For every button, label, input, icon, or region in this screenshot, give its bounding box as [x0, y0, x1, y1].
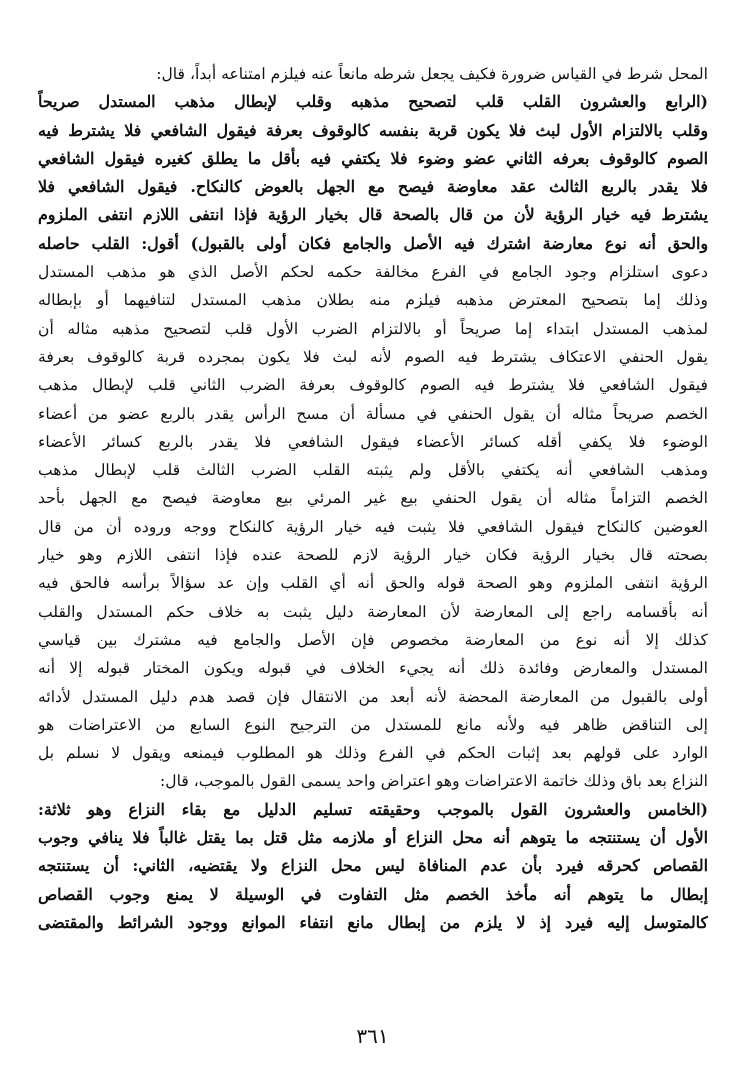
commentary-line: المحل شرط في القياس ضرورة فكيف يجعل شرطه مانعاً عنه فيلزم امتناعه أبداً، قال:: [156, 65, 708, 83]
matn-line: الصوم كالوقوف بعرفه الثاني عضو وضوء فلا يكتفي فيه بأقل ما يطلق كغيره فيقول الشافعي: [38, 148, 708, 168]
commentary-line: كذلك إلا أنه نوع من المعارضة مخصوص فإن الأصل والجامع فيه مشترك بين قياسي: [38, 630, 708, 649]
matn-line: (الرابع والعشرون القلب قلب لتصحيح مذهبه وقلب لإبطال مذهب المستدل صريحاً: [38, 92, 708, 112]
matn-line: يشترط فيه خيار الرؤية لأن من قال بالصحة قال بخيار الرؤية فإذا انتفى اللازم انتفى الملزوم: [38, 205, 708, 225]
matn-line: إبطال ما يتوهم أنه مأخذ الخصم مثل التفاوت في الوسيلة لا يمنع وجوب القصاص: [38, 884, 708, 904]
commentary-line: يقول الحنفي الاعتكاف يشترط فيه الصوم لأنه لبث فلا يكون بمجرده قربة كالوقوف بعرفة: [38, 347, 708, 366]
commentary-line: إلى التناقض ظاهر فيه ولأنه مانع للمستدل من الترجيح النوع السابع من الاعتراضات هو: [38, 715, 708, 734]
commentary-line: النزاع بعد باق وذلك خاتمة الاعتراضات وهو اعتراض واحد يسمى القول بالموجب، قال:: [159, 772, 708, 791]
commentary-line: الخصم التزاماً مثاله أن يقول الحنفي بيع غير المرئي بيع معاوضة فيصح مع الجهل بأحد: [38, 489, 708, 508]
page-number: ٣٦١: [356, 1024, 389, 1048]
commentary-line: الوارد على قولهم بعد إثبات الحكم في الفرع وذلك هو المطلوب فيمنعه ويقول لا نسلم بل: [38, 744, 708, 763]
matn-line: وقلب بالالتزام الأول لبث فلا يكون قربة بنفسه كالوقوف بعرفة فيقول الشافعي فلا يشترط فيه: [38, 120, 708, 140]
commentary-line: لمذهب المستدل ابتداء إما صريحاً أو بالالتزام الضرب الأول قلب لتصحيح مذهبه مثاله أن: [38, 319, 708, 338]
commentary-line: المستدل والمعارض وفائدة ذلك أنه يجيء الخلاف في قبوله ويكون المختار قبوله إلا أنه: [38, 659, 708, 678]
matn-line: فلا يقدر بالربع الثالث عقد معاوضة فيصح مع الجهل بالعوض كالنكاح. فيقول الشافعي فلا: [38, 177, 708, 197]
commentary-line: العوضين كالنكاح فيقول الشافعي فلا يثبت فيه خيار الرؤية كالنكاح ووجه وروده أن من قال: [38, 517, 708, 536]
commentary-line: أنه بأقسامه راجع إلى المعارضة لأن المعارضة دليل يثبت به خلاف حكم المستدل والقلب: [38, 602, 708, 621]
commentary-line: دعوى استلزام وجود الجامع في الفرع مخالفة حكمه لحكم الأصل الذي هو مذهب المستدل: [38, 263, 708, 282]
commentary-line: وذلك إما بتصحيح المعترض مذهبه فيلزم منه بطلان مذهب المستدل لتنافيهما أو بإبطاله: [38, 291, 708, 310]
commentary-line: الرؤية انتفى الملزوم وهو الصحة قوله والحق أنه أي القلب وإن عد سؤالاً برأسه فالحق فيه: [38, 574, 708, 593]
commentary-line: الوضوء فلا يكفي أقله كسائر الأعضاء فيقول الشافعي فلا يقدر بالربع كسائر الأعضاء: [38, 432, 708, 451]
page-body: [38, 60, 708, 937]
matn-line: (الخامس والعشرون القول بالموجب وحقيقته تسليم الدليل مع بقاء النزاع وهو ثلاثة:: [38, 799, 708, 819]
matn-line: والحق أنه نوع معارضة اشترك فيه الأصل والجامع فكان أولى بالقبول) أقول: القلب حاصله: [38, 233, 708, 253]
commentary-line: الخصم صريحاً مثاله أن يقول الحنفي في مسألة أن مسح الرأس يقدر بالربع عضو من أعضاء: [38, 404, 708, 423]
matn-line: القصاص كحرقه فيرد بأن عدم المنافاة ليس محل النزاع ولا يقتضيه، الثاني: أن يستنتجه: [38, 856, 708, 876]
commentary-line: بصحته قال بخيار الرؤية فكان خيار الرؤية لازم للصحة عنده فإذا انتفى اللازم وهو خيار: [38, 546, 708, 565]
commentary-line: ومذهب الشافعي أنه يكتفي بالأقل ولم يثبته القلب الضرب الثالث قلب لإبطال مذهب: [38, 461, 708, 480]
matn-line: الأول أن يستنتجه ما يتوهم أنه محل النزاع أو ملازمه مثل قتل بما يقتل غالباً فلا ينافي وجوب: [38, 828, 708, 848]
commentary-line: فيقول الشافعي فلا يشترط فيه الصوم كالوقوف بعرفة الضرب الثاني قلب لإبطال مذهب: [38, 376, 708, 395]
matn-line: كالمتوسل إليه فيرد إذ لا يلزم من إبطال مانع انتفاء الموانع ووجود الشرائط والمقتضى: [38, 912, 708, 932]
commentary-line: أولى بالقبول من المعارضة المحضة لأنه أبعد من الانتقال فإن قصد هدم دليل المستدل لأدائه: [38, 687, 708, 706]
